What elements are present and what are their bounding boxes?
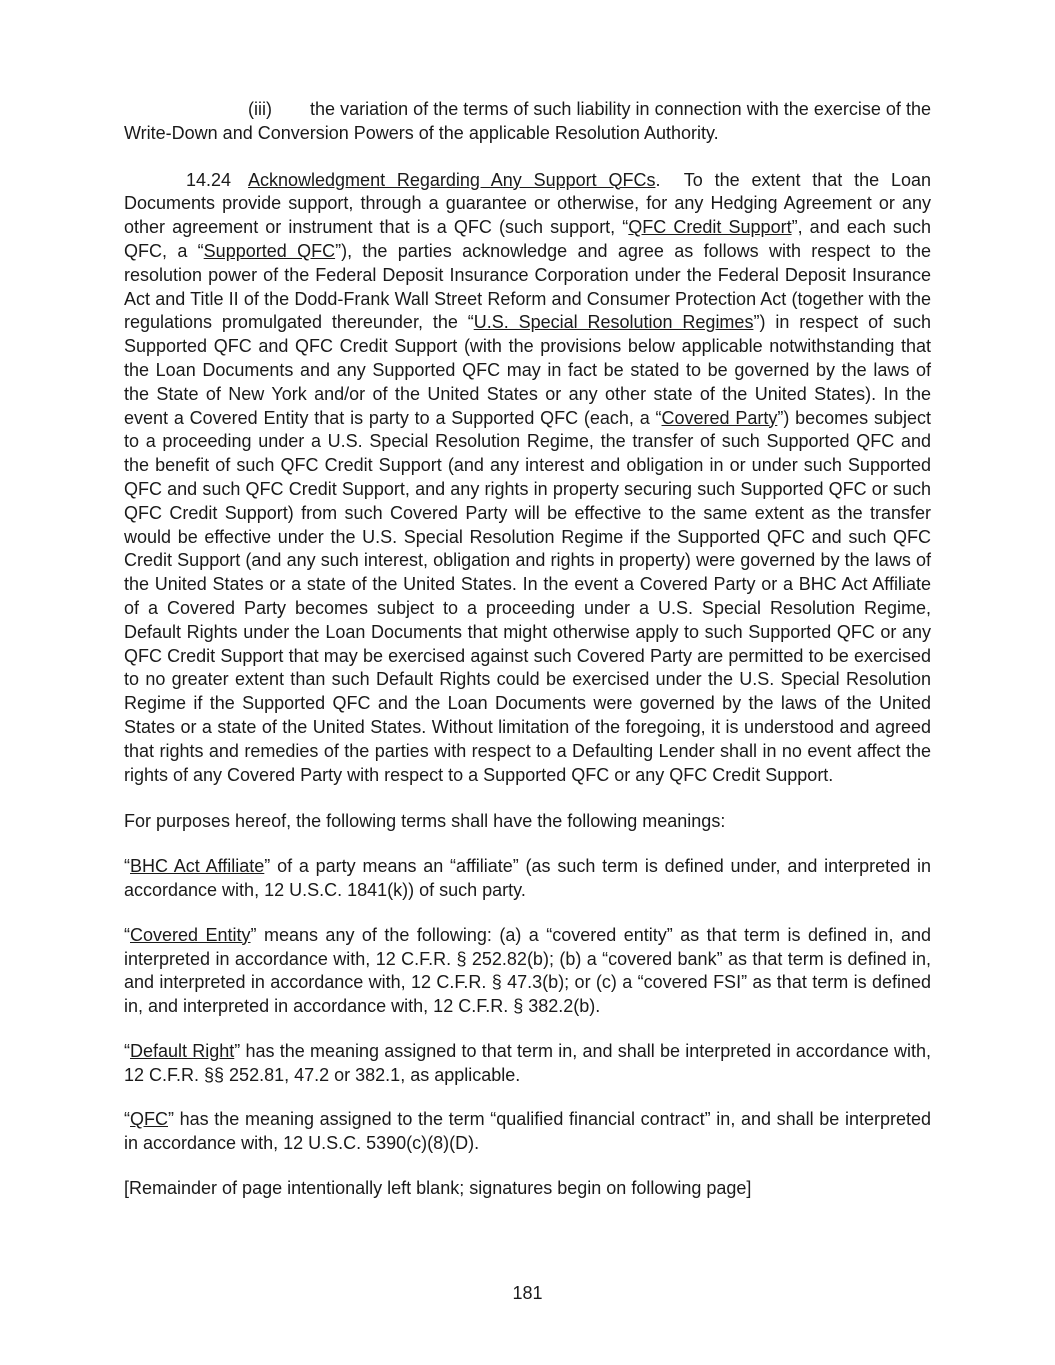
section-number: 14.24 bbox=[186, 169, 232, 190]
definition-item: “BHC Act Affiliate” of a party means an “affiliate” (as such term is defined under, and interpreted in accordance with, 12 U.S.C. 1841(k)) of such party. bbox=[124, 856, 931, 900]
definition-term: BHC Act Affiliate bbox=[130, 856, 265, 877]
definition-item: “Default Right” has the meaning assigned to that term in, and shall be interpreted in accordance with, 12 C.F.R. §§ 252.81, 47.2 or 382.1, as applicable. bbox=[124, 1040, 931, 1085]
definition-text: ” of a party means an “affiliate” (as such term is defined under, and interpreted in accordance with, 12 U.S.C. 1841(k)) of such party. bbox=[124, 856, 931, 900]
defined-term: Supported QFC bbox=[203, 240, 336, 261]
section-heading: Acknowledgment Regarding Any Support QFCs bbox=[248, 169, 656, 190]
definition-text: ” has the meaning assigned to the term “qualified financial contract” in, and shall be interpreted in accordance with, 12 U.S.C. 5390(c)(8)(D). bbox=[124, 1109, 931, 1154]
definition-term: Covered Entity bbox=[130, 924, 251, 945]
page-number: 181 bbox=[512, 1283, 543, 1303]
definition-text: ” means any of the following: (a) a “covered entity” as that term is defined in, and interpreted in accordance with, 12 C.F.R. § 252.82(b); (b) a “covered bank” as that term is defined in, and interpreted in accordance with, 12 C.F.R. § 47.3(b); or (c) a “covered FSI” as that term is defined in, and interpreted in accordance with, 12 C.F.R. § 382.2(b). bbox=[124, 924, 931, 1017]
section-14-24: 14.24 Acknowledgment Regarding Any Support QFCs. To the extent that the Loan Documents provide support, through a guarantee or otherwise, for any Hedging Agreement or any other agreement or instrument that is a QFC (such support, “QFC Credit Support”, and each such QFC, a “Supported QFC”), the parties acknowledge and agree as follows with respect to the resolution power of the Federal Deposit Insurance Corporation under the Federal Deposit Insurance Act and Title II of the Dodd-Frank Wall Street Reform and Consumer Protection Act (together with the regulations promulgated thereunder, the “U.S. Special Resolution Regimes”) in respect of such Supported QFC and QFC Credit Support (with the provisions below applicable notwithstanding that the Loan Documents and any Supported QFC may in fact be stated to be governed by the laws of the State of New York and/or of the United States or any other state of the United States). In the event a Covered Entity that is party to a Supported QFC (each, a “Covered Party”) becomes subject to a proceeding under a U.S. Special Resolution Regime, the transfer of such Supported QFC and the benefit of such QFC Credit Support (and any interest and obligation in or under such Supported QFC and such QFC Credit Support, and any rights in property securing such Supported QFC or such QFC Credit Support) from such Covered Party will be effective to the same extent as the transfer would be effective under the U.S. Special Resolution Regime if the Supported QFC and such QFC Credit Support (and any such interest, obligation and rights in property) were governed by the laws of the United States or a state of the United States. In the event a Covered Party or a BHC Act Affiliate of a Covered Party becomes subject to a proceeding under a U.S. Special Resolution Regime, Default Rights under the Loan Documents that might otherwise apply to such Supported QFC or any QFC Credit Support that may be exercised against such Covered Party are permitted to be exercised to no greater extent than such Default Rights could be exercised under the U.S. Special Resolution Regime if the Supported QFC and the Loan Documents were governed by the laws of the United States or a state of the United States. Without limitation of the foregoing, it is understood and agreed that rights and remedies of the parties with respect to a Defaulting Lender shall in no event affect the rights of any Covered Party with respect to a Supported QFC or any QFC Credit Support. bbox=[124, 169, 932, 785]
definition-term: Default Right bbox=[130, 1040, 235, 1061]
definition-item: “Covered Entity” means any of the following: (a) a “covered entity” as that term is defined in, and interpreted in accordance with, 12 C.F.R. § 252.82(b); (b) a “covered bank” as that term is defined in, and interpreted in accordance with, 12 C.F.R. § 47.3(b); or (c) a “covered FSI” as that term is defined in, and interpreted in accordance with, 12 C.F.R. § 382.2(b). bbox=[124, 924, 931, 1017]
section-text: To the extent that the Loan Documents provide support, through a guarantee or otherwise, for any Hedging Agreement or any other agreement or instrument that is a QFC (such support, “ bbox=[124, 169, 931, 238]
definition-term: QFC bbox=[130, 1109, 168, 1130]
defined-term: Covered Party bbox=[661, 407, 778, 428]
clause-iii bbox=[124, 98, 931, 146]
definition-item: “QFC” has the meaning assigned to the term “qualified financial contract” in, and shall be interpreted in accordance with, 12 U.S.C. 5390(c)(8)(D). bbox=[124, 1109, 931, 1154]
defined-term: U.S. Special Resolution Regimes bbox=[473, 312, 754, 333]
definitions-intro: For purposes hereof, the following terms shall have the following meanings: bbox=[124, 811, 726, 832]
clause-number: (iii) bbox=[248, 99, 272, 119]
remainder-note: [Remainder of page intentionally left blank; signatures begin on following page] bbox=[124, 1178, 752, 1199]
defined-term: QFC Credit Support bbox=[628, 217, 792, 238]
document-page bbox=[124, 98, 931, 1201]
clause-text: the variation of the terms of such liability in connection with the exercise of the Write-Down and Conversion Powers of the applicable Resolution Authority. bbox=[124, 99, 931, 143]
definition-text: ” has the meaning assigned to that term in, and shall be interpreted in accordance with, 12 C.F.R. §§ 252.81, 47.2 or 382.1, as applicable. bbox=[124, 1040, 931, 1085]
